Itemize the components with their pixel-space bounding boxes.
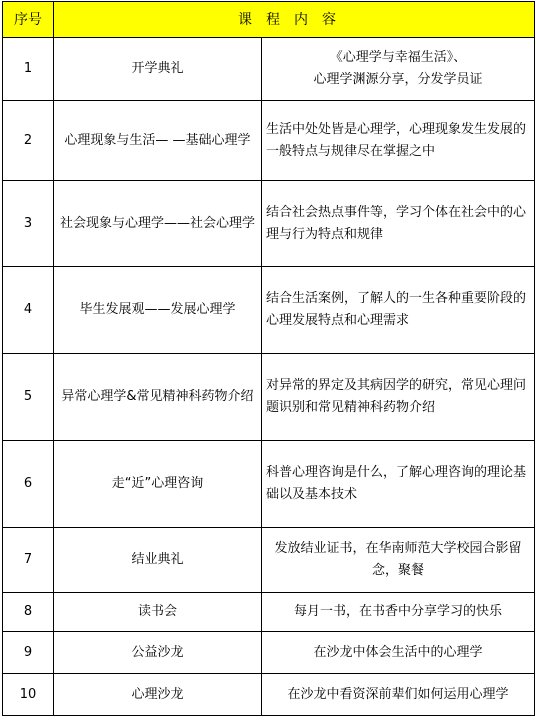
row-serial-number: 10 (3, 674, 54, 716)
course-description-line: 对异常的界定及其病因学的研究，常见心理问 (266, 378, 527, 393)
course-name: 毕生发展观——发展心理学 (54, 267, 262, 354)
row-serial-number: 8 (3, 593, 54, 632)
row-serial-number: 2 (3, 101, 54, 181)
row-serial-number: 4 (3, 267, 54, 354)
row-serial-number: 1 (3, 38, 54, 101)
course-description (262, 354, 535, 441)
header-row (3, 2, 535, 38)
table-row (3, 354, 535, 441)
course-description-line: 结合社会热点事件等，学习个体在社会中的心 (266, 204, 527, 220)
course-description-line: 《心理学与幸福生活》、 (329, 50, 467, 65)
row-serial-number: 6 (3, 441, 54, 528)
course-description (262, 632, 535, 674)
table-row (3, 101, 535, 181)
course-description-line: 每月一书，在书香中分享学习的快乐 (293, 604, 502, 619)
course-description-line: 在沙龙中看资深前辈们如何运用心理学 (287, 686, 509, 702)
row-serial-number: 7 (3, 528, 54, 593)
course-description (262, 181, 535, 267)
table-row (3, 593, 535, 632)
row-serial-number: 5 (3, 354, 54, 441)
course-name: 走“近”心理咨询 (54, 441, 262, 528)
course-description (262, 38, 535, 101)
course-name: 心理沙龙 (54, 674, 262, 716)
row-serial-number: 9 (3, 632, 54, 674)
table-row (3, 441, 535, 528)
course-name: 开学典礼 (54, 38, 262, 101)
course-description-line: 发放结业证书，在华南师范大学校园合影留 (274, 541, 522, 556)
row-serial-number: 3 (3, 181, 54, 267)
table-row (3, 38, 535, 101)
course-name: 读书会 (54, 593, 262, 632)
header-serial-number: 序号 (3, 2, 54, 38)
course-name: 结业典礼 (54, 528, 262, 593)
course-name: 心理现象与生活— —基础心理学 (54, 101, 262, 181)
course-description (262, 101, 535, 181)
course-description-line: 础以及基本技术 (266, 487, 358, 502)
course-name: 公益沙龙 (54, 632, 262, 674)
course-description-line: 在沙龙中体会生活中的心理学 (313, 644, 483, 660)
table-row (3, 632, 535, 674)
course-description-line: 结合生活案例，了解人的一生各种重要阶段的 (266, 291, 527, 306)
course-description-line: 理与行为特点和规律 (266, 226, 384, 242)
course-description-line: 题识别和常见精神科药物介绍 (266, 400, 436, 415)
course-description (262, 528, 535, 593)
table-row (3, 528, 535, 593)
course-description (262, 441, 535, 528)
course-description-line: 一般特点与规律尽在掌握之中 (266, 143, 436, 159)
course-description (262, 267, 535, 354)
course-description (262, 593, 535, 632)
table-row (3, 181, 535, 267)
course-description-line: 心理学渊源分享，分发学员证 (313, 72, 483, 87)
course-name: 异常心理学&常见精神科药物介绍 (54, 354, 262, 441)
header-course-content: 课程内容 (54, 2, 535, 38)
table-row (3, 267, 535, 354)
course-description-line: 科普心理咨询是什么，了解心理咨询的理论基 (266, 465, 527, 480)
course-description-line: 念，聚餐 (371, 563, 424, 578)
table-row (3, 674, 535, 716)
course-description (262, 674, 535, 716)
course-schedule-table (2, 1, 535, 716)
course-description-line: 心理发展特点和心理需求 (266, 313, 410, 328)
course-name: 社会现象与心理学——社会心理学 (54, 181, 262, 267)
course-description-line: 生活中处处皆是心理学，心理现象发生发展的 (266, 121, 527, 137)
